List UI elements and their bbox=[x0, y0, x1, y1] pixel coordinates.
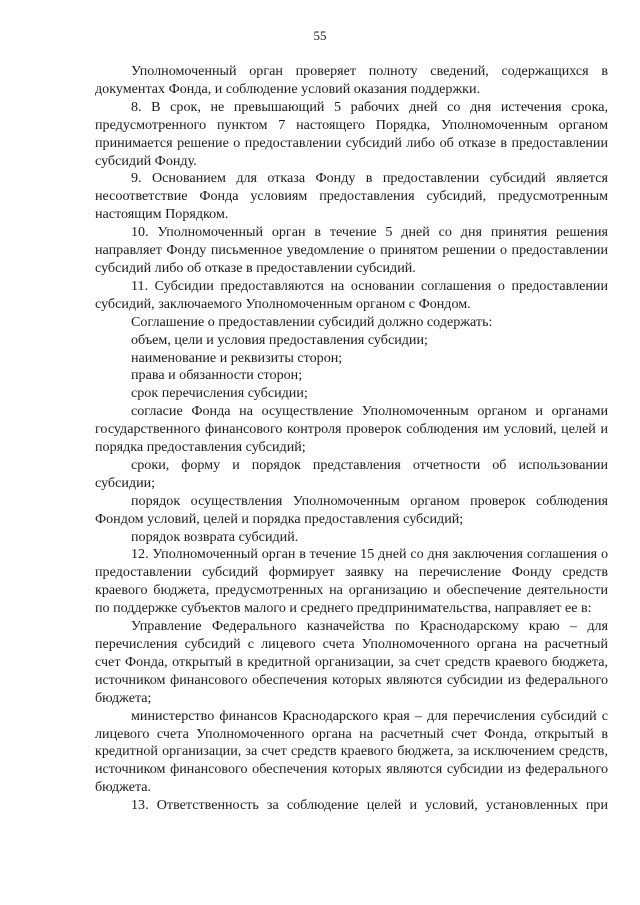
paragraph-clause-11: 11. Субсидии предоставляются на основании соглашения о предоставлении субсидий, заключаемого Уполномоченным органом с Фондом. bbox=[95, 277, 608, 312]
list-item-refund-procedure: порядок возврата субсидий. bbox=[131, 528, 299, 545]
paragraph-finance-ministry: министерство финансов Краснодарского края – для перечисления субсидий с лицевого счета Уполномоченного органа на расчетный счет Фонда, открытый в кредитной организации, за счет средств краевого бюджета, за исключением средств, источником финансового обеспечения которых являются субсидии из федерального бюджета. bbox=[95, 707, 608, 796]
paragraph-clause-10: 10. Уполномоченный орган в течение 5 дней со дня принятия решения направляет Фонду письменное уведомление о принятом решении о предоставлении субсидий либо об отказе в предоставлении субсидий. bbox=[95, 224, 608, 276]
paragraph-clause-12: 12. Уполномоченный орган в течение 15 дней со дня заключения соглашения о предоставлении субсидий формирует заявку на перечисление Фонду средств краевого бюджета, предусмотренных на организацию и обеспечение деятельности по поддержке субъектов малого и среднего предпринимательства, направляет ее в: bbox=[95, 546, 608, 617]
list-item-rights-duties: права и обязанности сторон; bbox=[131, 367, 303, 384]
paragraph-clause-8: 8. В срок, не превышающий 5 рабочих дней со дня истечения срока, предусмотренного пунктом 7 настоящего Порядка, Уполномоченным органом принимается решение о предоставлении субсидий либо об отказе в предоставлении субсидий Фонду. bbox=[95, 98, 608, 169]
list-item-fund-consent: согласие Фонда на осуществление Уполномоченным органом и органами государственного финансового контроля проверок соблюдения им условий, целей и порядка предоставления субсидий; bbox=[95, 403, 608, 456]
list-item-volume-goals: объем, цели и условия предоставления субсидии; bbox=[131, 331, 428, 348]
page-number: 55 bbox=[313, 28, 327, 43]
paragraph-treasury-department: Управление Федерального казначейства по Краснодарскому краю – для перечисления субсидий с лицевого счета Уполномоченного органа на расчетный счет Фонда, открытый в кредитной организации, за счет средств краевого бюджета, источником финансового обеспечения которых являются субсидии из федерального бюджета; bbox=[95, 618, 608, 706]
paragraph-intro: Уполномоченный орган проверяет полноту сведений, содержащихся в документах Фонда, и соблюдение условий оказания поддержки. bbox=[95, 63, 608, 97]
list-item-inspection-procedure: порядок осуществления Уполномоченным органом проверок соблюдения Фондом условий, целей и порядка предоставления субсидий; bbox=[95, 492, 608, 527]
list-item-reporting: сроки, форму и порядок представления отчетности об использовании субсидии; bbox=[95, 456, 608, 491]
paragraph-clause-13: 13. Ответственность за соблюдение целей и условий, установленных при bbox=[131, 797, 608, 814]
list-item-parties-details: наименование и реквизиты сторон; bbox=[131, 349, 343, 366]
document-body bbox=[95, 63, 608, 815]
paragraph-clause-9: 9. Основанием для отказа Фонду в предоставлении субсидий является несоответствие Фонда условиям предоставления субсидий, предусмотренным настоящим Порядком. bbox=[95, 170, 608, 223]
paragraph-agreement-contents: Соглашение о предоставлении субсидий должно содержать: bbox=[131, 313, 493, 330]
list-item-transfer-term: срок перечисления субсидии; bbox=[131, 385, 308, 402]
